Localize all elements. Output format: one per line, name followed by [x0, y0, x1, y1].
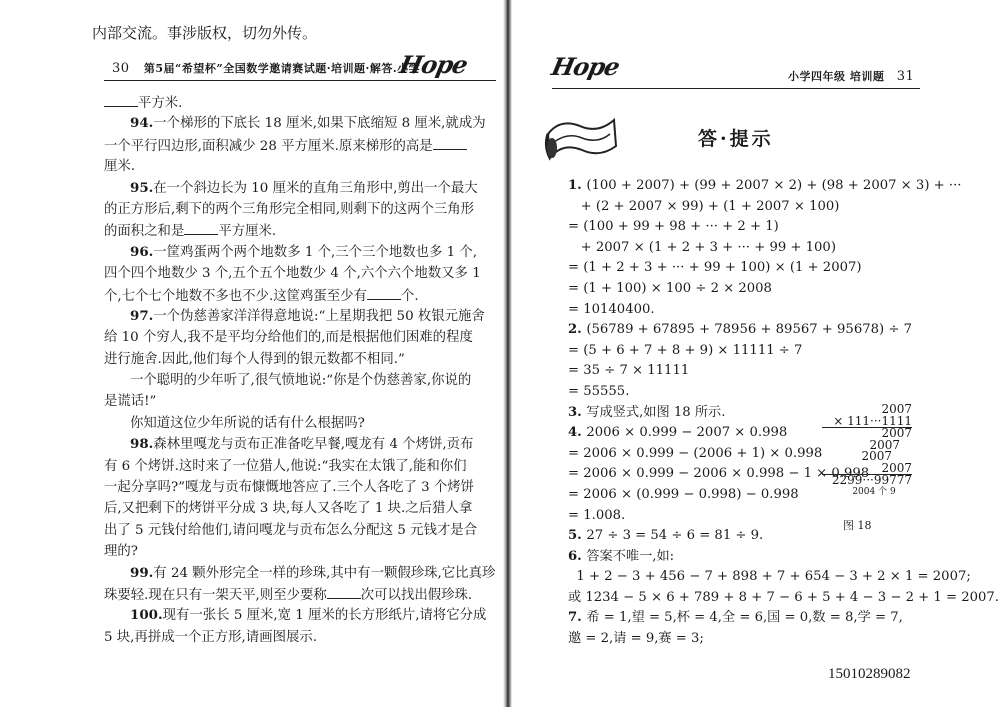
- answer-blank: [327, 584, 361, 599]
- text-segment: 给 10 个穷人,我不是平均分给他们的,而是根据他们困难的程度: [104, 330, 473, 346]
- text-line: [104, 456, 490, 477]
- answer-blank: [104, 92, 138, 107]
- text-segment: 在一个斜边长为 10 厘米的直角三角形中,剪出一个最大: [153, 180, 478, 196]
- answer-blank: [184, 220, 218, 235]
- answers-title: 答·提示: [698, 128, 774, 150]
- answer-text-segment: = (5 + 6 + 7 + 8 + 9) × 11111 ÷ 7: [568, 342, 803, 358]
- problem-number: 100.: [130, 607, 163, 624]
- answer-text-segment: = 2006 × (0.999 − 0.998) − 0.998: [568, 486, 799, 502]
- text-line: [104, 498, 490, 519]
- answer-line: [568, 382, 928, 403]
- answer-number: 3.: [568, 404, 587, 420]
- text-segment: 个.: [400, 288, 419, 304]
- text-segment: 有 6 个烤饼.这时来了一位猎人,他说:“我实在太饿了,能和你们: [104, 458, 467, 474]
- left-header-title: 第5届“希望杯”全国数学邀请赛试题·培训题·解答.小学: [143, 62, 421, 75]
- answer-text-segment: 或 1234 − 5 × 6 + 789 + 8 + 7 − 6 + 5 + 4 − 3 − 2 + 1 = 2007.: [568, 589, 999, 605]
- text-segment: 的正方形后,剩下的两个三角形完全相同,则剩下的这两个三角形: [104, 201, 475, 217]
- problem-number: 97.: [130, 307, 154, 324]
- figure-row: 2007: [881, 426, 912, 440]
- text-line: [104, 563, 496, 584]
- answer-line: [568, 361, 928, 382]
- figure-row: 2299···99777: [831, 473, 912, 487]
- answer-text-segment: + (2 + 2007 × 99) + (1 + 2007 × 100): [568, 198, 840, 214]
- left-running-header: [112, 60, 420, 76]
- text-segment: 现有一张长 5 厘米,宽 1 厘米的长方形纸片,请将它分成: [162, 608, 487, 624]
- text-segment: 一筐鸡蛋两个两个地数多 1 个,三个三个地数也多 1 个,: [153, 244, 478, 260]
- text-segment: 你知道这位少年所说的话有什么根据吗?: [130, 415, 365, 431]
- answer-blank: [433, 135, 467, 150]
- text-segment: 一个聪明的少年听了,很气愤地说:“你是个伪慈善家,你说的: [130, 373, 472, 389]
- text-segment: 次可以找出假珍珠.: [360, 587, 473, 603]
- text-line: [104, 220, 490, 241]
- answer-text-segment: 希 = 1,望 = 5,杯 = 4,全 = 6,国 = 0,数 = 8,学 = 7,: [586, 610, 903, 626]
- text-line: [104, 263, 490, 284]
- answer-text-segment: 邀 = 2,请 = 9,赛 = 3;: [568, 631, 704, 647]
- text-line: [104, 199, 490, 220]
- answer-line: [568, 341, 928, 362]
- scroll-banner-icon: [540, 112, 620, 172]
- figure-subscript: 2004 个 9: [852, 486, 896, 497]
- answer-line: [568, 320, 928, 341]
- answer-line: [568, 300, 928, 321]
- problem-number: 96.: [130, 243, 154, 260]
- answer-text-segment: 写成竖式,如图 18 所示.: [586, 404, 726, 420]
- figure-row: 2007: [869, 437, 900, 452]
- copyright-notice: 内部交流。事涉版权，切勿外传。: [92, 24, 318, 42]
- answer-line: [568, 506, 928, 527]
- answer-line: [568, 217, 928, 238]
- hope-logo-left: Hope: [396, 50, 470, 79]
- text-line: [104, 135, 490, 156]
- text-line: [104, 156, 490, 177]
- answer-blank: [367, 285, 401, 300]
- text-line: [104, 370, 490, 391]
- text-line: [104, 306, 490, 327]
- text-line: [104, 477, 490, 498]
- answer-number: 2.: [568, 322, 587, 338]
- answer-line: [568, 526, 928, 547]
- answer-number: 6.: [568, 548, 587, 564]
- answer-text-segment: = 35 ÷ 7 × 11111: [568, 363, 690, 379]
- text-line: [104, 113, 490, 134]
- text-segment: 是谎话!”: [104, 394, 157, 410]
- text-line: [104, 92, 490, 113]
- text-line: [104, 391, 490, 412]
- answer-text-segment: = (1 + 2 + 3 + ··· + 99 + 100) × (1 + 2007): [568, 260, 862, 276]
- figure-row: 2007: [822, 463, 912, 476]
- figure-row: 2007: [861, 449, 892, 463]
- answer-number: 7.: [568, 610, 587, 626]
- text-segment: 出了 5 元钱付给他们,请问嘎龙与贡布怎么分配这 5 元钱才是合: [104, 522, 478, 538]
- answer-text-segment: = 2006 × 0.999 − (2006 + 1) × 0.998: [568, 445, 823, 461]
- text-segment: 珠要轻.现在只有一架天平,则至少要称: [104, 587, 327, 603]
- text-segment: 个,七个七个地数不多也不少.这筐鸡蛋至少有: [104, 288, 367, 304]
- text-segment: 平方米.: [138, 96, 183, 111]
- answer-line: [568, 279, 928, 300]
- text-segment: 厘米.: [104, 159, 136, 175]
- text-segment: 一个伪慈善家洋洋得意地说:“上星期我把 50 枚银元施舍: [153, 308, 485, 324]
- text-line: [104, 242, 490, 263]
- right-running-header: [788, 68, 914, 84]
- text-line: [104, 584, 490, 605]
- answer-line: [568, 258, 928, 279]
- left-problem-text: [104, 92, 496, 648]
- text-line: [104, 178, 490, 199]
- answer-line: [568, 608, 928, 629]
- answer-text-segment: = 10140400.: [568, 301, 655, 317]
- problem-number: 95.: [130, 179, 154, 196]
- answer-text-segment: + 2007 × (1 + 2 + 3 + ··· + 99 + 100): [568, 239, 836, 255]
- left-header-rule: [104, 80, 496, 81]
- problem-number: 98.: [130, 436, 154, 453]
- answer-number: 5.: [568, 528, 587, 544]
- text-line: [104, 627, 490, 648]
- answer-text-segment: (100 + 2007) + (99 + 2007 × 2) + (98 + 2007 × 3) + ···: [586, 178, 962, 193]
- problem-number: 94.: [130, 115, 154, 132]
- answer-text-segment: 答案不唯一,如:: [586, 548, 675, 564]
- text-segment: 森林里嘎龙与贡布正准备吃早餐,嘎龙有 4 个烤饼,贡布: [153, 437, 474, 453]
- text-segment: 的面积之和是: [104, 224, 185, 240]
- text-segment: 进行施舍.因此,他们每个人得到的银元数都不相同.”: [104, 351, 405, 367]
- answer-text-segment: = 1.008.: [568, 507, 626, 523]
- text-line: [104, 285, 490, 306]
- vertical-multiplication-figure: [822, 404, 912, 498]
- text-line: [104, 413, 490, 434]
- text-segment: 平方厘米.: [218, 224, 277, 240]
- answer-line: [568, 567, 971, 588]
- answer-line: [568, 238, 928, 259]
- phone-number: 15010289082: [828, 666, 911, 682]
- answer-text-segment: = (1 + 100) × 100 ÷ 2 × 2008: [568, 280, 772, 296]
- answer-text-segment: = (100 + 99 + 98 + ··· + 2 + 1): [568, 219, 779, 235]
- text-line: [104, 434, 490, 455]
- answer-line: [568, 629, 928, 650]
- text-segment: 有 24 颗外形完全一样的珍珠,其中有一颗假珍珠,它比真珍: [153, 565, 496, 581]
- answer-line: [568, 176, 962, 197]
- left-page-number: 30: [112, 61, 130, 76]
- text-line: [104, 327, 490, 348]
- answer-line: [568, 197, 928, 218]
- answer-text-segment: = 2006 × 0.999 − 2006 × 0.998 − 1 × 0.998: [568, 466, 870, 482]
- right-header-rule: [552, 88, 920, 89]
- problem-number: 99.: [130, 564, 154, 581]
- text-segment: 5 块,再拼成一个正方形,请画图展示.: [104, 629, 318, 645]
- text-segment: 理的?: [104, 544, 138, 560]
- right-header-title: 小学四年级 培训题: [788, 70, 885, 83]
- answer-number: 1.: [568, 178, 587, 193]
- text-segment: 后,又把剩下的烤饼平分成 3 块,每人又各吃了 1 块.之后猎人拿: [104, 501, 473, 517]
- text-line: [104, 349, 490, 370]
- answer-text-segment: 1 + 2 − 3 + 456 − 7 + 898 + 7 + 654 − 3 + 2 × 1 = 2007;: [568, 569, 971, 585]
- text-line: [104, 605, 490, 626]
- text-line: [104, 520, 490, 541]
- answer-text-segment: = 55555.: [568, 383, 630, 399]
- text-segment: 一个平行四边形,面积减少 28 平方厘米.原来梯形的高是: [104, 138, 433, 154]
- answer-text-segment: 2006 × 0.999 − 2007 × 0.998: [586, 425, 788, 441]
- hope-logo-right: Hope: [548, 52, 622, 81]
- answer-text-segment: (56789 + 67895 + 78956 + 89567 + 95678) ÷ 7: [586, 322, 912, 338]
- figure-row: × 111···1111: [822, 416, 912, 429]
- text-segment: 一起分享吗?”嘎龙与贡布慷慨地答应了.三个人各吃了 3 个烤饼: [104, 480, 475, 496]
- answer-line: [568, 547, 928, 568]
- right-page-number: 31: [896, 69, 915, 84]
- answer-line: [568, 588, 999, 609]
- text-segment: 一个梯形的下底长 18 厘米,如果下底缩短 8 厘米,就成为: [153, 116, 486, 132]
- answer-text-segment: 27 ÷ 3 = 54 ÷ 6 = 81 ÷ 9.: [586, 528, 764, 544]
- figure-caption: 图 18: [843, 519, 872, 532]
- text-line: [104, 541, 490, 562]
- figure-row: 2007: [881, 402, 912, 416]
- answer-number: 4.: [568, 425, 587, 441]
- text-segment: 四个四个地数少 3 个,五个五个地数少 4 个,六个六个地数又多 1: [104, 266, 481, 282]
